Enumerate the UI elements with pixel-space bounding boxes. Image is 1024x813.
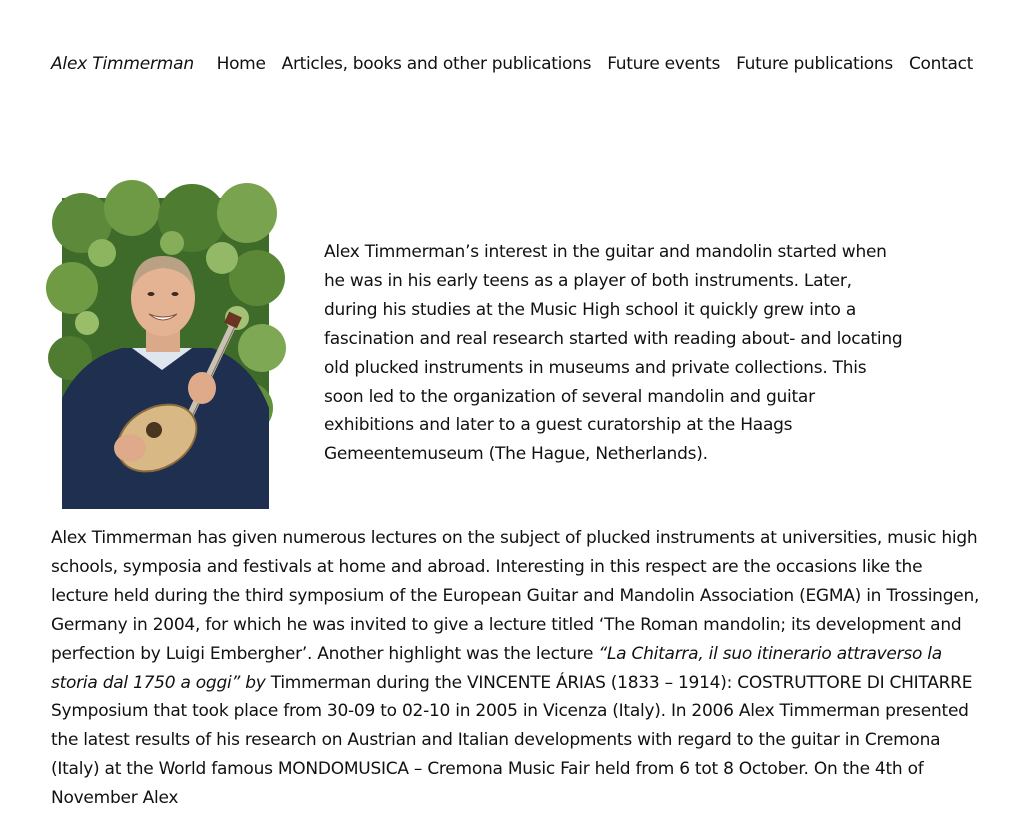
portrait-image [62,198,269,509]
nav-link-publications[interactable]: Articles, books and other publications [281,54,592,74]
portrait-photo [62,198,269,509]
lectures-text-part1: Alex Timmerman has given numerous lectures on the subject of plucked instruments at universities, music high schools, symposia and festivals at home and abroad. Interesting in this respect are the occasions like the lecture held during the third symposium of the European Guitar and Mandolin Association (EGMA) in Trossingen, Germany in 2004, for which he was invited to give a lecture titled ‘The Roman mandolin; its development and perfection by Luigi Embergher’. Another highlight was the lecture [51,528,980,664]
site-header [51,50,973,80]
nav-link-home[interactable]: Home [216,54,266,74]
lectures-text-part2: Timmerman during the VINCENTE ÁRIAS (1833 – 1914): COSTRUTTORE DI CHITARRE Symposium that took place from 30-09 to 02-10 in 2005 in Vicenza (Italy). In 2006 Alex Timmerman presented the latest results of his research on Austrian and Italian developments with regard to the guitar in Cremona (Italy) at the World famous MONDOMUSICA – Cremona Music Fair held from 6 tot 8 October. On the 4th of November Alex [51,672,973,809]
nav-link-future-publications[interactable]: Future publications [736,54,893,74]
nav-link-contact[interactable]: Contact [908,54,973,74]
intro-paragraph: Alex Timmerman’s interest in the guitar and mandolin started when he was in his early teens as a player of both instruments. Later, during his studies at the Music High school it quickly grew into a fascination and real research started with reading about- and locating old plucked instruments in museums and private collections. This soon led to the organization of several mandolin and guitar exhibitions and later to a guest curatorship at the Haags Gemeentemuseum (The Hague, Netherlands). [324,242,903,465]
site-title-link[interactable]: Alex Timmerman [51,54,194,74]
main-navigation [217,54,973,74]
nav-link-future-events[interactable]: Future events [607,54,721,74]
lectures-paragraph [51,524,981,813]
lectures-italic-title: “La Chitarra, il suo itinerario attraverso la storia dal 1750 a oggi” by [51,643,942,693]
